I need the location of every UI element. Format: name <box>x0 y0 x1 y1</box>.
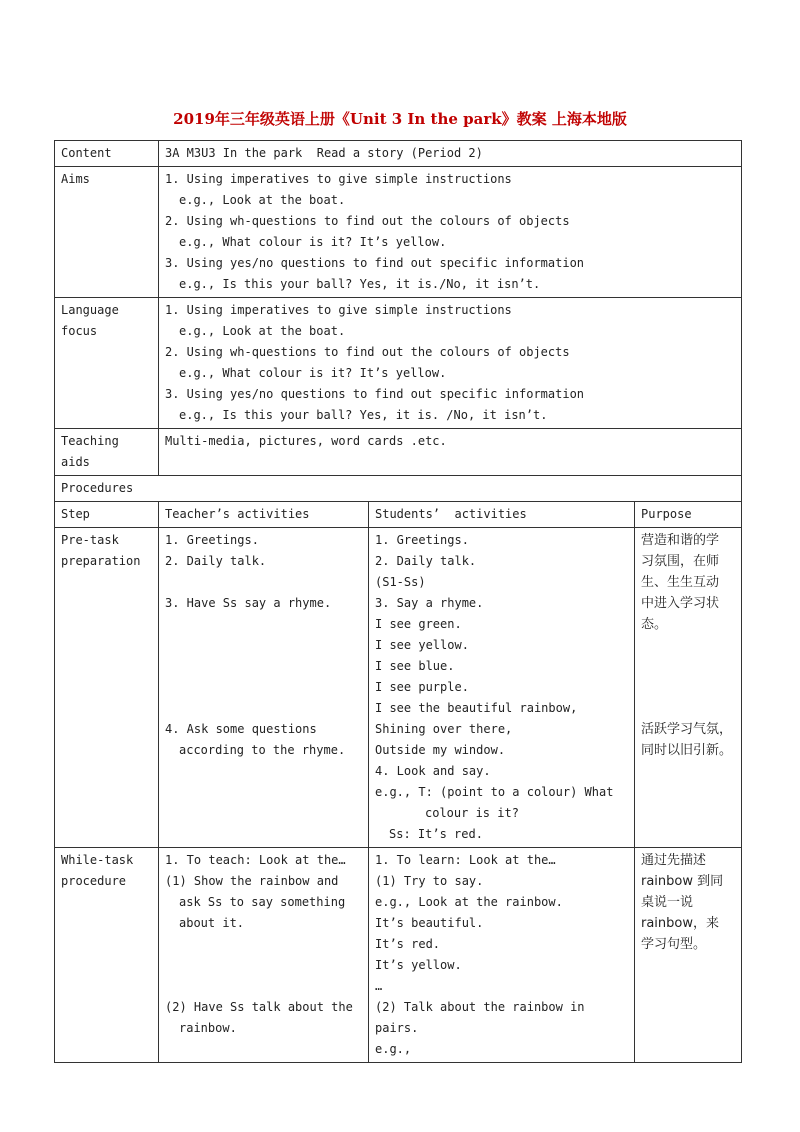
content-value: 3A M3U3 In the park Read a story (Period 2) <box>165 146 483 160</box>
students-line: colour is it? <box>425 806 519 820</box>
students-line: (S1-Ss) <box>375 575 426 589</box>
language-focus-line: e.g., What colour is it? It’s yellow. <box>179 366 447 380</box>
students-line: It’s red. <box>375 937 441 951</box>
students-line: (1) Try to say. <box>375 874 484 888</box>
language-focus-value-cell <box>159 298 742 429</box>
students-line: I see the beautiful rainbow, <box>375 701 578 715</box>
procedures-heading: Procedures <box>61 481 134 495</box>
while-task-teacher-cell <box>159 848 369 1063</box>
students-line: I see green. <box>375 617 462 631</box>
aims-row <box>55 167 742 298</box>
students-line: e.g., T: (point to a colour) What <box>375 785 614 799</box>
purpose-line: 习氛围，在师 <box>641 554 720 569</box>
language-focus-label: Language <box>61 303 119 317</box>
teaching-aids-value-cell <box>159 429 742 476</box>
language-focus-line: e.g., Is this your ball? Yes, it is. /No, it isn’t. <box>179 408 548 422</box>
language-focus-line: 3. Using yes/no questions to find out specific information <box>165 387 585 401</box>
students-line: It’s beautiful. <box>375 916 484 930</box>
aims-value-cell <box>159 167 742 298</box>
step-label: preparation <box>61 554 141 568</box>
students-line: 3. Say a rhyme. <box>375 596 484 610</box>
aims-line: e.g., What colour is it? It’s yellow. <box>179 235 447 249</box>
document-title: 2019年三年级英语上册《Unit 3 In the park》教案 上海本地版 <box>173 110 627 128</box>
step-label: Pre-task <box>61 533 119 547</box>
students-line: 4. Look and say. <box>375 764 491 778</box>
procedures-row <box>55 476 742 502</box>
procedure-header-row <box>55 502 742 528</box>
purpose-line: 学习句型。 <box>641 937 707 952</box>
language-focus-row <box>55 298 742 429</box>
lesson-plan-table <box>54 140 742 1063</box>
aims-label: Aims <box>61 172 90 186</box>
teacher-line: 1. Greetings. <box>165 533 259 547</box>
procedures-cell <box>55 476 742 502</box>
step-label: procedure <box>61 874 127 888</box>
purpose-header-text: Purpose <box>641 507 692 521</box>
content-value-cell <box>159 141 742 167</box>
purpose-line: 通过先描述 <box>641 853 707 868</box>
aims-line: 3. Using yes/no questions to find out specific information <box>165 256 585 270</box>
aims-line: 1. Using imperatives to give simple instructions <box>165 172 512 186</box>
students-header-text: Students’ activities <box>375 507 527 521</box>
teacher-line: 1. To teach: Look at the… <box>165 853 346 867</box>
purpose-line: rainbow，来 <box>641 916 720 931</box>
students-line: Outside my window. <box>375 743 506 757</box>
students-line: 1. Greetings. <box>375 533 469 547</box>
students-line: 2. Daily talk. <box>375 554 477 568</box>
language-focus-label: focus <box>61 324 98 338</box>
teacher-line: 4. Ask some questions <box>165 722 317 736</box>
pre-task-students-cell <box>369 528 635 848</box>
purpose-header <box>635 502 742 528</box>
while-task-step-cell <box>55 848 159 1063</box>
teacher-line: (2) Have Ss talk about the <box>165 1000 353 1014</box>
purpose-line: 桌说一说 <box>641 895 694 910</box>
step-header <box>55 502 159 528</box>
students-line: … <box>375 979 383 993</box>
pre-task-teacher-cell <box>159 528 369 848</box>
purpose-line: 营造和谐的学 <box>641 533 720 548</box>
students-line: e.g., <box>375 1042 412 1056</box>
students-line: pairs. <box>375 1021 419 1035</box>
aims-line: e.g., Look at the boat. <box>179 193 346 207</box>
students-line: It’s yellow. <box>375 958 462 972</box>
purpose-line: 中进入学习状 <box>641 596 720 611</box>
teacher-line: according to the rhyme. <box>179 743 346 757</box>
content-label: Content <box>61 146 112 160</box>
purpose-line: 活跃学习气氛， <box>641 722 733 737</box>
purpose-line: 同时以旧引新。 <box>641 743 733 758</box>
students-line: 1. To learn: Look at the… <box>375 853 556 867</box>
pre-task-row <box>55 528 742 848</box>
teaching-aids-label-cell <box>55 429 159 476</box>
language-focus-line: 1. Using imperatives to give simple instructions <box>165 303 512 317</box>
purpose-line: 生、生生互动 <box>641 575 720 590</box>
teacher-header <box>159 502 369 528</box>
content-label-cell <box>55 141 159 167</box>
purpose-line: rainbow 到同 <box>641 874 724 889</box>
language-focus-line: 2. Using wh-questions to find out the colours of objects <box>165 345 570 359</box>
teacher-header-text: Teacher’s activities <box>165 507 310 521</box>
students-line: Ss: It’s red. <box>389 827 483 841</box>
students-line: I see yellow. <box>375 638 469 652</box>
while-task-purpose-cell <box>635 848 742 1063</box>
teacher-line: 2. Daily talk. <box>165 554 267 568</box>
teaching-aids-row <box>55 429 742 476</box>
pre-task-purpose-cell <box>635 528 742 848</box>
teaching-aids-label: Teaching <box>61 434 119 448</box>
teacher-line: rainbow. <box>179 1021 237 1035</box>
teacher-line: about it. <box>179 916 245 930</box>
students-line: (2) Talk about the rainbow in <box>375 1000 585 1014</box>
language-focus-line: e.g., Look at the boat. <box>179 324 346 338</box>
teaching-aids-value: Multi-media, pictures, word cards .etc. <box>165 434 447 448</box>
teacher-line: 3. Have Ss say a rhyme. <box>165 596 332 610</box>
pre-task-step-cell <box>55 528 159 848</box>
step-label: While-task <box>61 853 134 867</box>
students-line: Shining over there, <box>375 722 513 736</box>
aims-label-cell <box>55 167 159 298</box>
teacher-line: (1) Show the rainbow and <box>165 874 339 888</box>
teacher-line: ask Ss to say something <box>179 895 346 909</box>
content-row <box>55 141 742 167</box>
while-task-students-cell <box>369 848 635 1063</box>
students-line: e.g., Look at the rainbow. <box>375 895 563 909</box>
students-line: I see blue. <box>375 659 455 673</box>
language-focus-label-cell <box>55 298 159 429</box>
while-task-row <box>55 848 742 1063</box>
teaching-aids-label: aids <box>61 455 90 469</box>
purpose-line: 态。 <box>641 617 668 632</box>
aims-line: 2. Using wh-questions to find out the colours of objects <box>165 214 570 228</box>
students-line: I see purple. <box>375 680 469 694</box>
students-header <box>369 502 635 528</box>
step-header-text: Step <box>61 507 90 521</box>
aims-line: e.g., Is this your ball? Yes, it is./No, it isn’t. <box>179 277 541 291</box>
